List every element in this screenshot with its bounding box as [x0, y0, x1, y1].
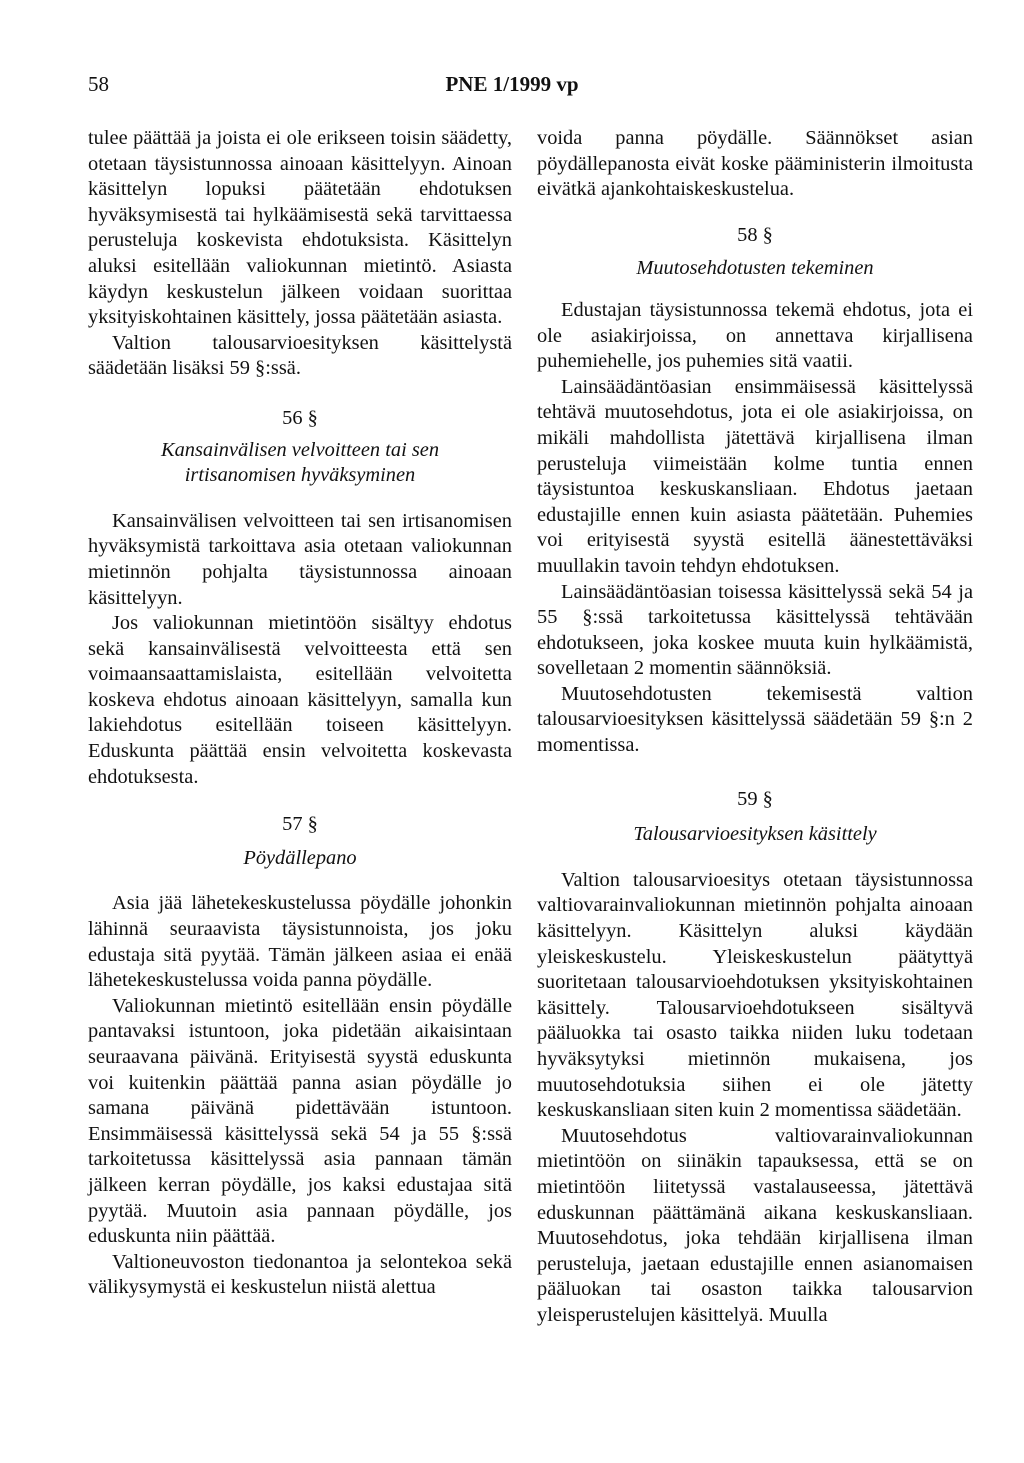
paragraph: Valiokunnan mietintö esitellään ensin pöydälle pantavaksi istuntoon, joka pidetään aikaisintaan seuraavana päivänä. Erityisestä syystä eduskunta voi kuitenkin päättää panna asian pöydälle jo samana päivänä pidettävään istuntoon. Ensimmäisessä käsittelyssä sekä 54 ja 55 §:ssä tarkoitetussa käsittelyssä asia pannaan tämän jälkeen kerran pöydälle, jos kaksi edustajaa sitä pyytää. Muutoin asia pannaan pöydälle, jos eduskunta niin päättää. — [88, 994, 512, 1248]
paragraph: voida panna pöydälle. Säännökset asian pöydällepanosta eivät koske pääministerin ilmoitusta eivätkä ajankohtaiskeskustelua. — [537, 127, 973, 201]
paragraph: Muutosehdotus valtiovarainvaliokunnan mietintöön on siinäkin tapauksessa, että se on mietintöön liitetyssä vastalauseessa, jätettävä eduskunnan päättämänä aikana keskuskansliaan. Muutosehdotus, joka tehdään kirjallisena ilman perusteluja, jaetaan edustajille ennen asianomaisen pääluokan tai osaston taikka talousarvion yleisperustelujen käsittelyä. Muulla — [537, 1124, 973, 1326]
paragraph: Asia jää lähetekeskustelussa pöydälle johonkin lähinnä seuraavista täysistunnoista, jos joku edustaja sitä pyytää. Tämän jälkeen asiaa ei enää lähetekeskustelussa voida panna pöydälle. — [88, 892, 512, 992]
section-number-56: 56 § — [282, 406, 318, 429]
paragraph: Valtioneuvoston tiedonantoa ja selontekoa sekä välikysymystä ei keskustelun niistä alettua — [88, 1250, 512, 1299]
paragraph: tulee päättää ja joista ei ole erikseen toisin säädetty, otetaan täysistunnossa ainoaan käsittelyyn. Ainoan käsittelyn lopuksi päätetään ehdotuksen hyväksymisestä tai hylkäämisestä sekä tarvittaessa perusteluja koskevista ehdotuksista. Käsittelyn aluksi esitellään valiokunnan mietintö. Asiasta käydyn keskustelun jälkeen voidaan suorittaa yksityiskohtainen käsittely, jossa päätetään asiasta. — [88, 127, 512, 329]
paragraph: Lainsäädäntöasian ensimmäisessä käsittelyssä tehtävä muutosehdotus, jota ei ole asiakirjoissa, on mikäli mahdollista jätettävä kirjallisena ilman perusteluja viimeistään kolme tuntia ennen täysistuntoa keskuskansliaan. Ehdotus jaetaan edustajille ennen kuin asiasta päätetään. Puhemies voi erityisestä syystä esitellä äänestettäväksi muullakin tavoin tehdyn ehdotuksen. — [537, 375, 973, 577]
section-title-57: Pöydällepano — [243, 846, 357, 869]
page-number: 58 — [88, 72, 109, 96]
section-number-58: 58 § — [737, 223, 773, 246]
section-number-57: 57 § — [282, 813, 318, 836]
paragraph: Jos valiokunnan mietintöön sisältyy ehdotus sekä kansainvälisestä velvoitteesta että sen voimaansaattamislaista, esitellään velvoitetta koskeva ehdotus ainoaan käsittelyyn, samalla kun lakiehdotus esitellään toiseen käsittelyyn. Eduskunta päättää ensin velvoitetta koskevasta ehdotuksesta. — [88, 612, 512, 788]
paragraph: Kansainvälisen velvoitteen tai sen irtisanomisen hyväksymistä tarkoittava asia otetaan valiokunnan mietinnön pohjalta täysistunnossa ainoaan käsittelyyn. — [88, 509, 512, 609]
section-title-59: Talousarvioesityksen käsittely — [633, 823, 877, 846]
running-head: PNE 1/1999 vp — [445, 72, 579, 96]
paragraph: Lainsäädäntöasian toisessa käsittelyssä sekä 54 ja 55 §:ssä tarkoitetussa käsittelyssä tehtävään ehdotukseen, joka koskee muuta kuin hylkäämistä, sovelletaan 2 momentin säännöksiä. — [537, 580, 973, 680]
left-column — [88, 126, 512, 1301]
paragraph: Valtion talousarvioesityksen käsittelystä säädetään lisäksi 59 §:ssä. — [88, 331, 512, 380]
right-column — [537, 126, 973, 1329]
paragraph: Muutosehdotusten tekemisestä valtion talousarvioesityksen käsittelyssä säädetään 59 §:n 2 momentissa. — [537, 682, 973, 757]
section-number-59: 59 § — [737, 787, 773, 810]
paragraph: Edustajan täysistunnossa tekemä ehdotus, jota ei ole asiakirjoissa, on annettava kirjallisena puhemiehelle, jos puhemies sitä vaatii. — [537, 298, 973, 373]
section-title-56: Kansainvälisen velvoitteen tai sen irtisanomisen hyväksyminen — [160, 438, 440, 487]
paragraph: Valtion talousarvioesitys otetaan täysistunnossa valtiovarainvaliokunnan mietinnön pohjalta ainoaan käsittelyyn. Käsittelyn aluksi käydään yleiskeskustelu. Yleiskeskustelun päätyttyä suoritetaan talousarvioehdotuksen yksityiskohtainen käsittely. Talousarvioehdotukseen sisältyvä pääluokka tai osasto taikka niiden luku todetaan hyväksytyksi mietinnön mukaisena, jos muutosehdotuksia siihen ei ole jätetty keskuskansliaan siten kuin 2 momentissa säädetään. — [537, 868, 973, 1122]
section-title-58: Muutosehdotusten tekeminen — [636, 257, 874, 280]
